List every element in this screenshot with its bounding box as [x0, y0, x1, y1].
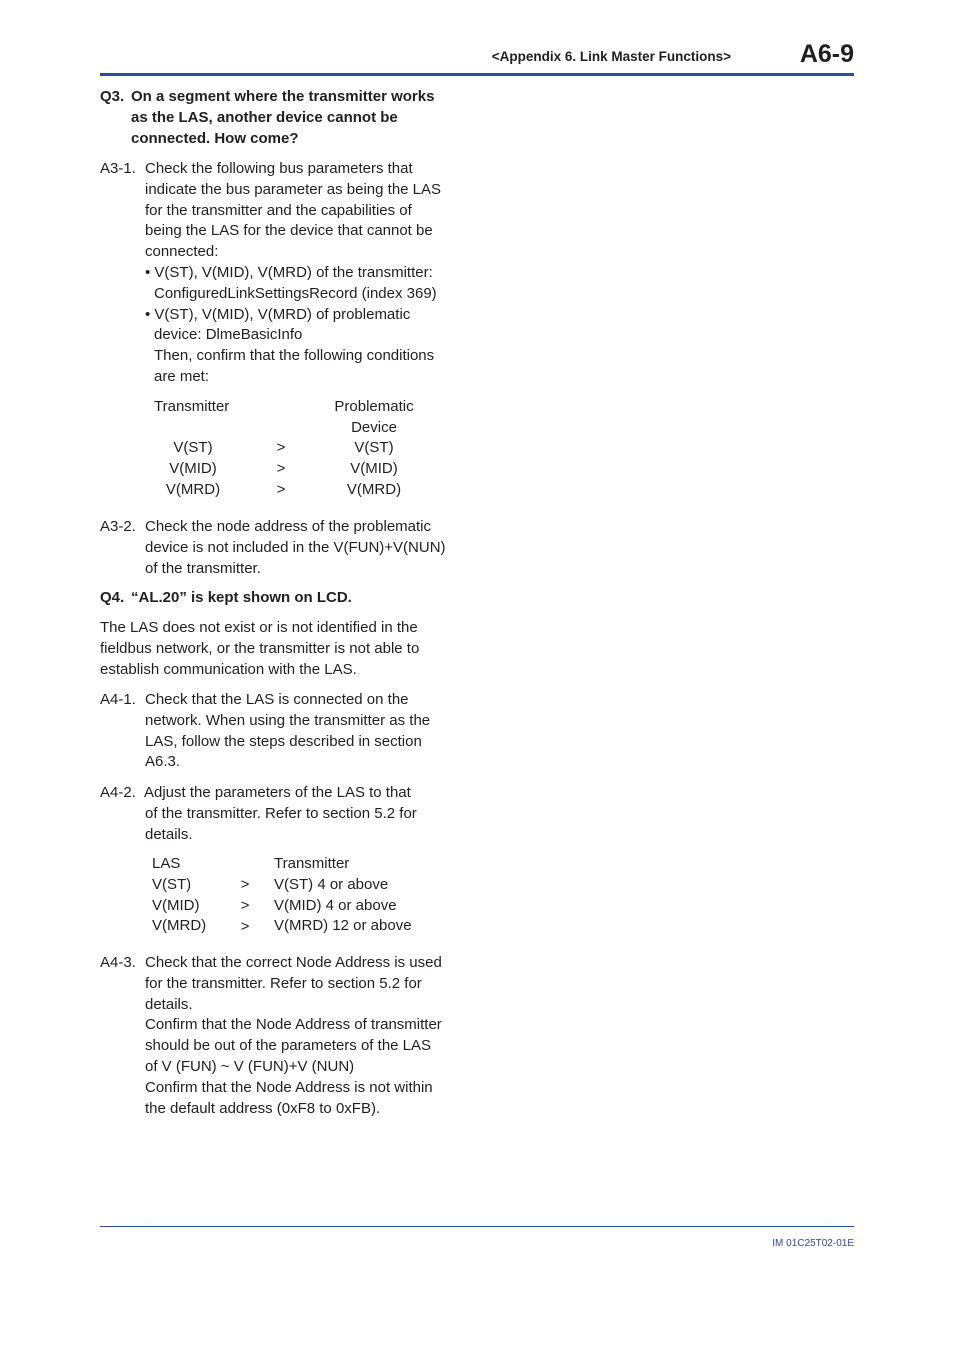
a3-1-line: being the LAS for the device that cannot be: [145, 222, 433, 240]
table-cell: V(MRD) 12 or above: [274, 917, 412, 935]
q4-intro-line: The LAS does not exist or is not identified in the: [100, 619, 418, 636]
bullet-continuation: ConfiguredLinkSettingsRecord (index 369): [154, 284, 437, 302]
a4-1-line: network. When using the transmitter as the: [145, 711, 431, 729]
a4-2-answer: [144, 783, 417, 845]
bullet-continuation: device: DlmeBasicInfo: [154, 326, 303, 344]
q4-intro-line: establish communication with the LAS.: [100, 660, 357, 678]
a4-1-label: A4-1.: [100, 691, 136, 708]
a3-1-line: for the transmitter and the capabilities of: [145, 201, 412, 219]
a4-2-col-las: [152, 854, 206, 937]
a4-1-answer: [145, 690, 430, 773]
a3-2-label: A3-2.: [100, 518, 136, 535]
table-header-line: Problematic: [334, 398, 414, 415]
table-cell: V(MRD): [165, 480, 221, 498]
a3-1-then: Then, confirm that the following conditions: [154, 347, 435, 365]
a4-2-col-operator: [236, 875, 254, 937]
a4-3-line: Confirm that the Node Address is not within: [145, 1078, 433, 1096]
q4-intro: [100, 618, 419, 680]
table-cell: V(MID): [169, 459, 217, 477]
a4-2-line: of the transmitter. Refer to section 5.2 for: [145, 804, 417, 822]
a3-2-line: of the transmitter.: [145, 559, 261, 577]
table-cell: >: [276, 439, 286, 456]
a4-3-line: should be out of the parameters of the LAS: [145, 1037, 432, 1055]
table-cell: V(MID) 4 or above: [274, 896, 397, 914]
q3-label: Q3.: [100, 88, 125, 105]
a4-3-line: Check that the correct Node Address is used: [145, 954, 442, 971]
bullet-item: • V(ST), V(MID), V(MRD) of problematic: [145, 305, 411, 323]
table-col-problematic: [324, 438, 424, 500]
q4-label: Q4.: [100, 589, 125, 606]
a3-1-answer: [145, 159, 441, 388]
document-code: IM 01C25T02-01E: [772, 1238, 854, 1249]
a4-3-label: A4-3.: [100, 954, 136, 971]
a4-3-answer: [145, 953, 442, 1119]
a4-1-line: Check that the LAS is connected on the: [145, 691, 409, 708]
table-header-las: LAS: [152, 855, 181, 872]
table-header-transmitter: Transmitter: [274, 855, 350, 872]
table-cell: >: [240, 917, 250, 935]
a4-2-line: Adjust the parameters of the LAS to that: [144, 784, 411, 801]
a4-3-line: details.: [145, 995, 193, 1013]
a4-2-label: A4-2.: [100, 784, 136, 801]
a3-1-line: connected:: [145, 243, 219, 261]
q3-question: [131, 87, 434, 149]
section-title: <Appendix 6. Link Master Functions>: [491, 49, 731, 64]
table-header-line: Device: [351, 418, 397, 436]
table-cell: >: [240, 896, 250, 914]
a3-1-label: A3-1.: [100, 160, 136, 177]
a4-1-line: A6.3.: [145, 753, 181, 771]
a3-2-line: device is not included in the V(FUN)+V(NUN): [145, 538, 446, 556]
table-cell: >: [276, 459, 286, 477]
q4-intro-line: fieldbus network, or the transmitter is not able to: [100, 639, 420, 657]
table-cell: V(ST) 4 or above: [274, 875, 389, 893]
footer-rule: [100, 1226, 854, 1227]
table-cell: V(MRD): [152, 917, 207, 935]
a3-1-then: are met:: [154, 367, 210, 385]
table-cell: V(MID): [152, 896, 200, 914]
a4-1-line: LAS, follow the steps described in section: [145, 732, 422, 750]
header-rule: [100, 73, 854, 76]
table-cell: >: [276, 480, 286, 498]
table-cell: V(ST): [152, 875, 192, 893]
table-cell: V(ST): [173, 439, 213, 456]
bullet-item: • V(ST), V(MID), V(MRD) of the transmitter:: [145, 263, 433, 281]
a3-1-line: Check the following bus parameters that: [145, 160, 413, 177]
a4-3-line: of V (FUN) ~ V (FUN)+V (NUN): [145, 1057, 355, 1075]
table-col-transmitter: [143, 438, 243, 500]
a4-3-line: Confirm that the Node Address of transmitter: [145, 1016, 442, 1034]
q3-line: connected. How come?: [131, 129, 299, 147]
table-header-problematic: [324, 397, 424, 439]
table-cell: V(MRD): [346, 480, 402, 498]
table-cell: V(MID): [350, 459, 398, 477]
a4-3-line: the default address (0xF8 to 0xFB).: [145, 1099, 381, 1117]
table-cell: V(ST): [354, 439, 394, 456]
a3-1-line: indicate the bus parameter as being the LAS: [145, 180, 442, 198]
a3-2-answer: [145, 517, 446, 579]
page-number: A6-9: [799, 40, 854, 68]
q3-line: On a segment where the transmitter works: [131, 88, 435, 105]
a4-2-line: details.: [145, 825, 193, 843]
table-col-operator: [271, 438, 291, 500]
table-header-transmitter: Transmitter: [154, 398, 230, 415]
a3-2-line: Check the node address of the problematic: [145, 518, 432, 535]
q3-line: as the LAS, another device cannot be: [131, 108, 398, 126]
table-cell: >: [240, 876, 250, 893]
a4-3-line: for the transmitter. Refer to section 5.2 for: [145, 974, 422, 992]
a4-2-col-transmitter: [274, 854, 412, 937]
q4-question: “AL.20” is kept shown on LCD.: [131, 589, 352, 606]
